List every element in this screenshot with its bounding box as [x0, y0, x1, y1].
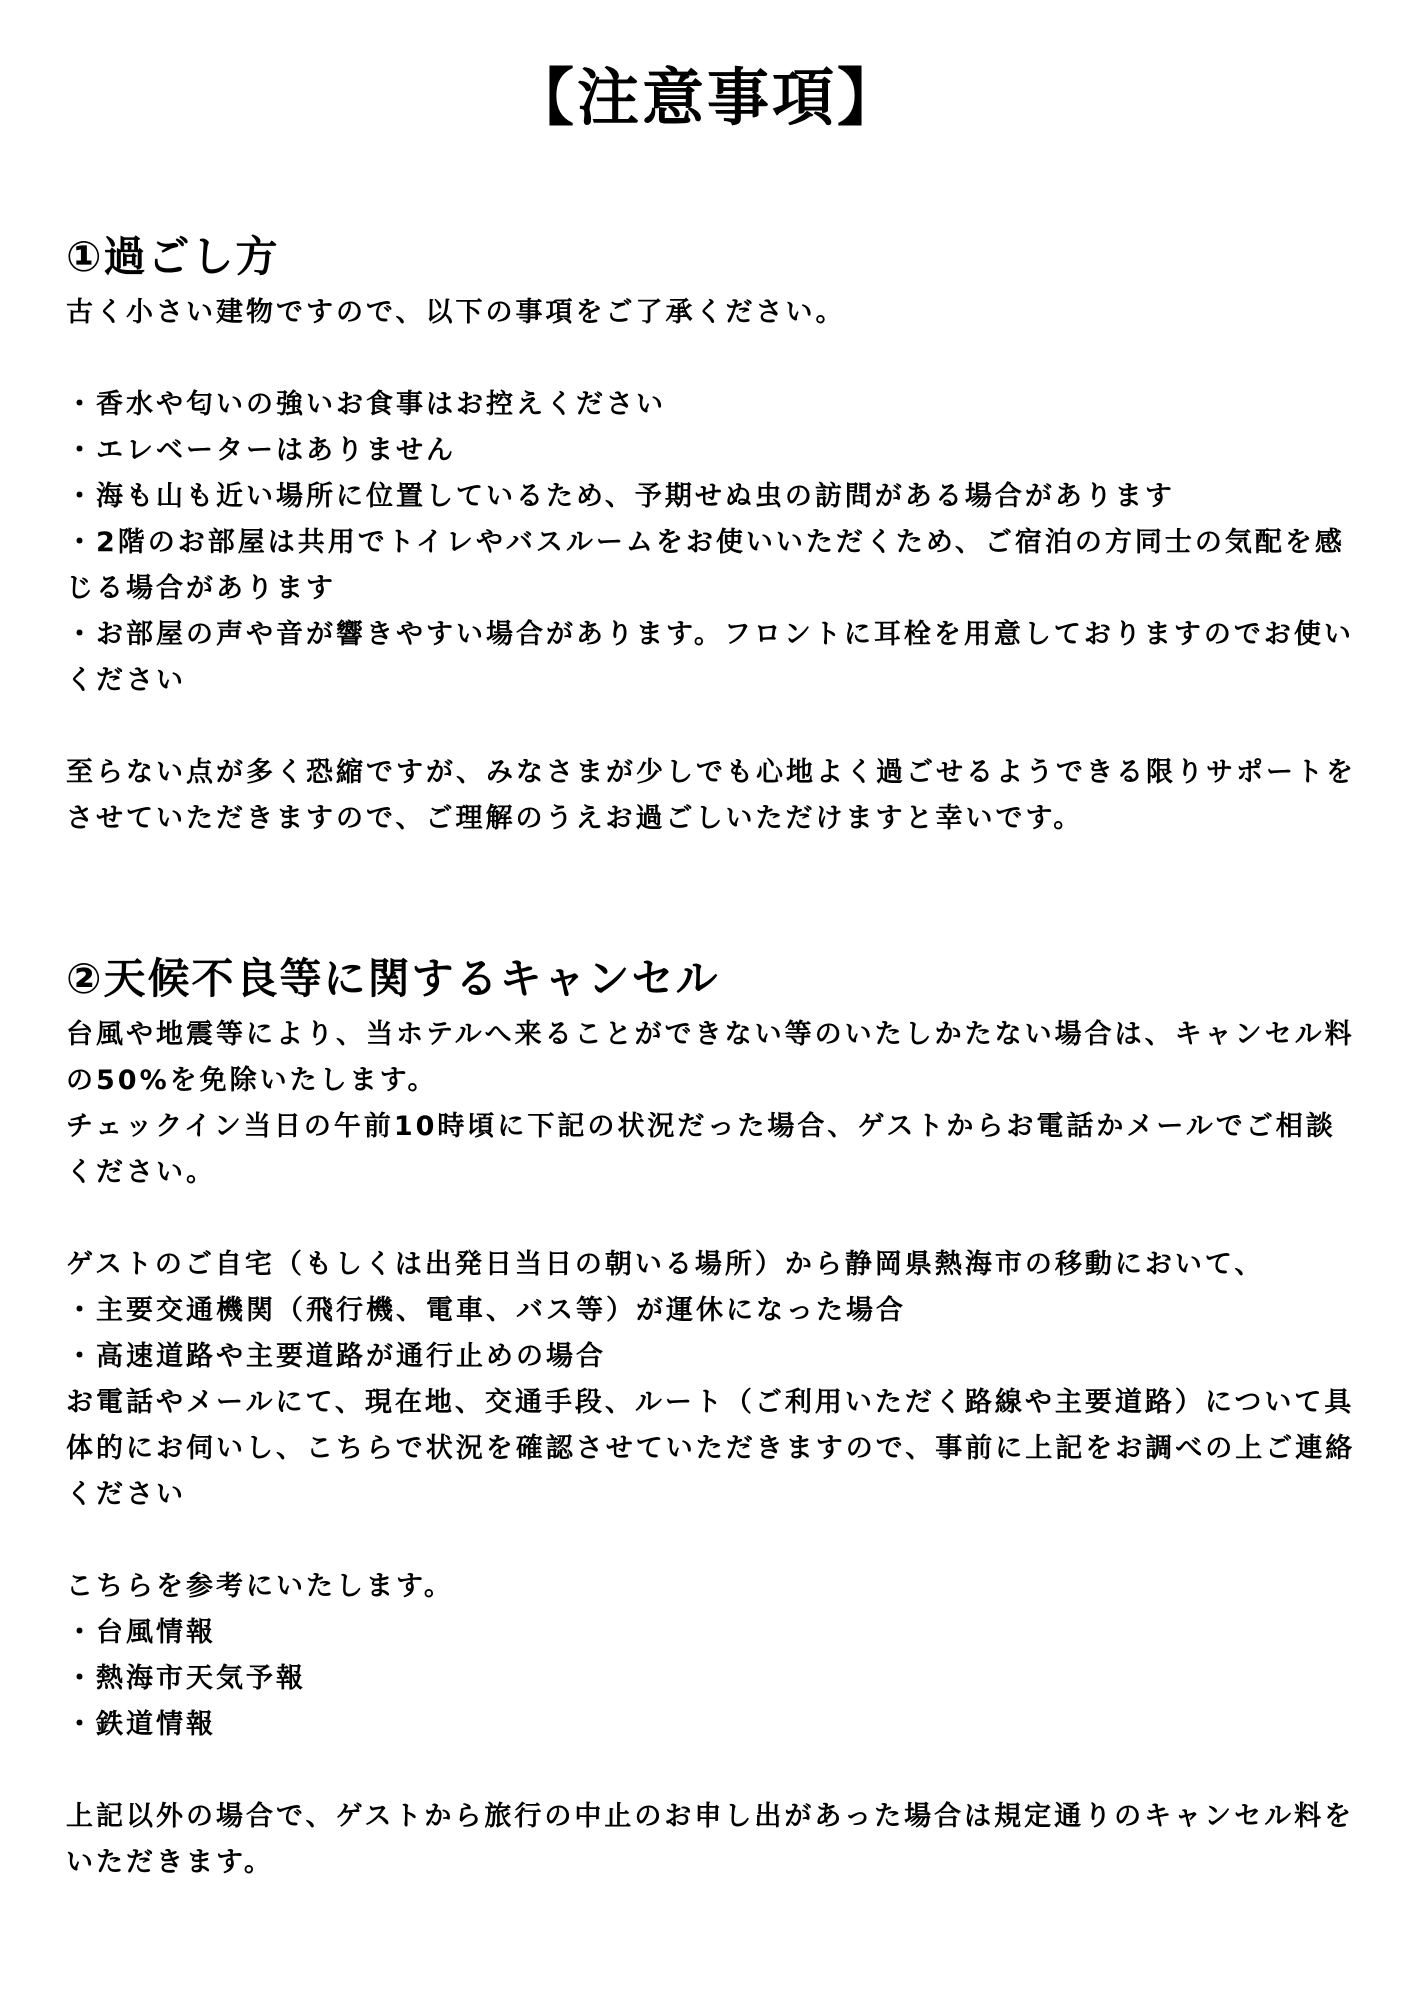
condition-list	[66, 1288, 1356, 1380]
list-item: ・熱海市天気予報	[66, 1663, 306, 1694]
spacer	[66, 1518, 1356, 1564]
list-item: ・鉄道情報	[66, 1709, 216, 1740]
section-how-to-stay	[66, 228, 1356, 842]
spacer	[66, 336, 1356, 382]
reference-intro: こちらを参考にいたします。	[66, 1571, 454, 1602]
list-item: ・台風情報	[66, 1617, 216, 1648]
travel-condition-intro: ゲストのご自宅（もしくは出発日当日の朝いる場所）から静岡県熱海市の移動において、	[66, 1249, 1265, 1280]
section-weather-cancellation	[66, 950, 1356, 1886]
contact-instruction: チェックイン当日の午前10時頃に下記の状況だった場合、ゲストからお電話かメールでご相談ください。	[66, 1111, 1336, 1188]
cancellation-waiver: 台風や地震等により、当ホテルへ来ることができない等のいたしかたない場合は、キャンセル料の50%を免除いたします。	[66, 1019, 1355, 1096]
list-item: ・香水や匂いの強いお食事はお控えください	[66, 389, 666, 420]
list-item: ・高速道路や主要道路が通行止めの場合	[66, 1341, 606, 1372]
list-item: ・主要交通機関（飛行機、電車、バス等）が運休になった場合	[66, 1295, 906, 1326]
section-heading: ①過ごし方	[66, 232, 280, 281]
spacer	[66, 1748, 1356, 1794]
reference-list	[66, 1610, 1356, 1748]
list-item: ・エレベーターはありません	[66, 435, 456, 466]
section-closing: 至らない点が多く恐縮ですが、みなさまが少しでも心地よく過ごせるようできる限りサポートをさせていただきますので、ご理解のうえお過ごしいただけますと幸いです。	[66, 757, 1356, 834]
notice-list	[66, 382, 1356, 704]
list-item: ・海も山も近い場所に位置しているため、予期せぬ虫の訪問がある場合があります	[66, 481, 1175, 512]
list-item: ・2階のお部屋は共用でトイレやバスルームをお使いいただくため、ご宿泊の方同士の気配を感じる場合があります	[66, 527, 1345, 604]
section-heading: ②天候不良等に関するキャンセル	[66, 954, 720, 1003]
list-item: ・お部屋の声や音が響きやすい場合があります。フロントに耳栓を用意しておりますのでお使いください	[66, 619, 1354, 696]
confirmation-note: お電話やメールにて、現在地、交通手段、ルート（ご利用いただく路線や主要道路）について具体的にお伺いし、こちらで状況を確認させていただきますので、事前に上記をお調べの上ご連絡ください	[66, 1387, 1356, 1510]
spacer	[66, 704, 1356, 750]
page-title: 【注意事項】	[511, 61, 902, 134]
spacer	[66, 1196, 1356, 1242]
section-intro: 古く小さい建物ですので、以下の事項をご了承ください。	[66, 297, 846, 328]
section-closing: 上記以外の場合で、ゲストから旅行の中止のお申し出があった場合は規定通りのキャンセル料をいただきます。	[66, 1801, 1355, 1878]
